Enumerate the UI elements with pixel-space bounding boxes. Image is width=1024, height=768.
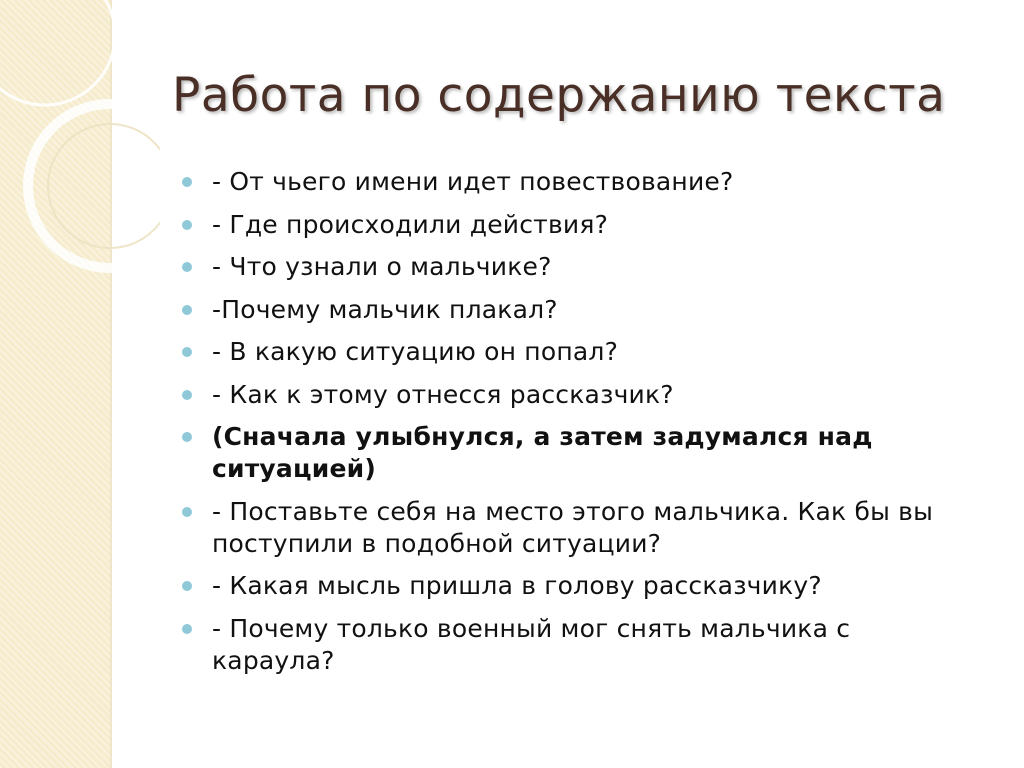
list-item-text: - Какая мысль пришла в голову рассказчику? bbox=[212, 571, 822, 600]
list-item bbox=[182, 251, 972, 283]
list-item-text: - В какую ситуацию он попал? bbox=[212, 337, 619, 366]
circle-bullet-icon bbox=[182, 507, 192, 517]
list-item bbox=[182, 336, 972, 368]
list-item-text: (Сначала улыбнулся, а затем задумался над ситуацией) bbox=[212, 422, 873, 483]
circle-bullet-icon bbox=[182, 390, 192, 400]
slide-title: Работа по содержанию текста bbox=[172, 68, 946, 123]
list-item-answer bbox=[182, 421, 972, 485]
list-item-text: - Где происходили действия? bbox=[212, 209, 609, 239]
list-item bbox=[182, 570, 972, 602]
list-item bbox=[182, 166, 972, 198]
list-item-text: - Как к этому отнесся рассказчик? bbox=[212, 379, 674, 409]
decorative-circles-icon bbox=[0, 0, 160, 300]
list-item bbox=[182, 209, 972, 241]
list-item-text: - Поставьте себя на место этого мальчика. Как бы вы поступили в подобной ситуации? bbox=[212, 496, 934, 558]
circle-bullet-icon bbox=[182, 177, 192, 187]
list-item-text: - Что узнали о мальчике? bbox=[212, 252, 552, 281]
circle-bullet-icon bbox=[182, 581, 192, 591]
list-item bbox=[182, 294, 972, 326]
list-item bbox=[182, 496, 972, 560]
list-item bbox=[182, 379, 972, 411]
list-item-text: -Почему мальчик плакал? bbox=[212, 294, 558, 324]
circle-bullet-icon bbox=[182, 624, 192, 634]
list-item bbox=[182, 613, 972, 677]
list-item-text: - От чьего имени идет повествование? bbox=[212, 167, 734, 196]
circle-bullet-icon bbox=[182, 262, 192, 272]
list-item-text: - Почему только военный мог снять мальчика с караула? bbox=[212, 613, 851, 675]
circle-bullet-icon bbox=[182, 305, 192, 315]
circle-bullet-icon bbox=[182, 432, 192, 442]
circle-bullet-icon bbox=[182, 347, 192, 357]
question-list bbox=[182, 166, 972, 687]
circle-bullet-icon bbox=[182, 220, 192, 230]
